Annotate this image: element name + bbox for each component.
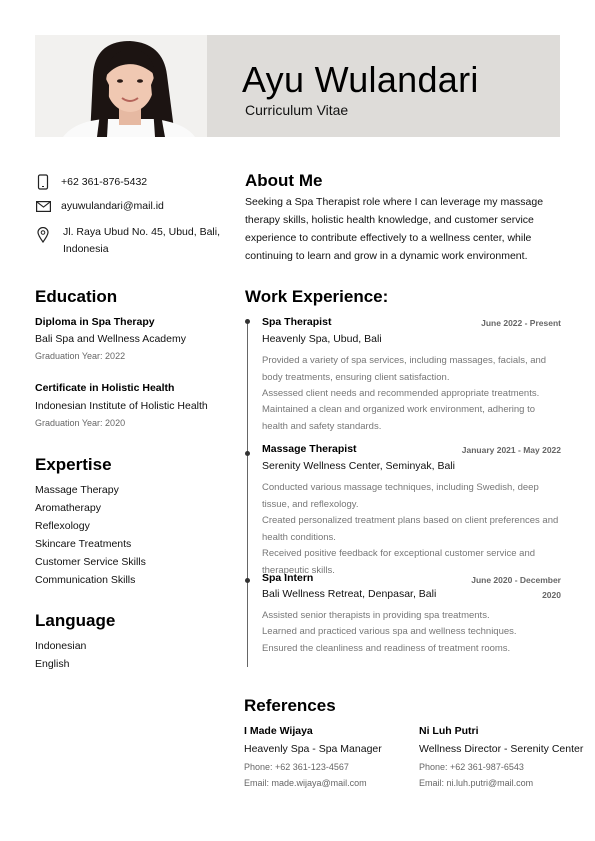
contact-address: [35, 224, 221, 258]
job-duty: Provided a variety of spa services, including massages, facials, and body treatments, ensuring client satisfaction.: [262, 355, 547, 383]
job-date: June 2022 - Present: [481, 318, 561, 328]
job-place: Bali Wellness Retreat, Denpasar, Bali: [262, 588, 437, 600]
job-place: Heavenly Spa, Ubud, Bali: [262, 333, 382, 345]
education-degree: Diploma in Spa Therapy: [35, 316, 155, 328]
job-place: Serenity Wellness Center, Seminyak, Bali: [262, 460, 455, 472]
expertise-item: Skincare Treatments: [35, 538, 132, 550]
references-heading: References: [244, 696, 336, 715]
language-item: English: [35, 658, 70, 670]
reference-name: Ni Luh Putri: [419, 725, 479, 737]
job-duty: Conducted various massage techniques, including Swedish, deep tissue, and reflexology.: [262, 482, 539, 510]
job-duty: Maintained a clean and organized work environment, adhering to health and safety standards.: [262, 404, 536, 432]
job-duty: Assisted senior therapists in providing spa treatments.: [262, 610, 490, 621]
job-date: January 2021 - May 2022: [461, 445, 561, 455]
profile-photo: [35, 35, 207, 137]
job-date: June 2020 - December 2020: [471, 575, 561, 600]
candidate-name: Ayu Wulandari: [242, 59, 479, 100]
job-title: Massage Therapist: [262, 443, 357, 455]
education-year: Graduation Year: 2022: [35, 351, 126, 361]
reference-name: I Made Wijaya: [244, 725, 313, 737]
address-text: Jl. Raya Ubud No. 45, Ubud, Bali, Indonesia: [63, 226, 220, 255]
education-school: Bali Spa and Wellness Academy: [35, 333, 186, 345]
reference-role: Wellness Director - Serenity Center: [419, 743, 584, 755]
contact-email: [35, 198, 164, 215]
education-year: Graduation Year: 2020: [35, 418, 126, 428]
reference-phone: Phone: +62 361-123-4567: [244, 762, 349, 772]
reference-email: Email: made.wijaya@mail.com: [244, 778, 367, 788]
timeline-line: [247, 320, 248, 667]
language-heading: Language: [35, 611, 116, 630]
job-title: Spa Therapist: [262, 316, 332, 328]
expertise-heading: Expertise: [35, 455, 112, 474]
job-title: Spa Intern: [262, 572, 314, 584]
job-duty: Ensured the cleanliness and readiness of treatment rooms.: [262, 643, 511, 654]
about-heading: About Me: [245, 171, 323, 190]
timeline-dot: [245, 578, 250, 583]
job-duty: Assessed client needs and recommended appropriate treatments.: [262, 388, 540, 399]
phone-icon: [35, 174, 51, 190]
timeline-dot: [245, 451, 250, 456]
reference-phone: Phone: +62 361-987-6543: [419, 762, 524, 772]
expertise-item: Aromatherapy: [35, 502, 101, 514]
expertise-item: Massage Therapy: [35, 484, 119, 496]
header-banner: [35, 35, 560, 137]
education-heading: Education: [35, 287, 118, 306]
job-duty: Created personalized treatment plans based on client preferences and health conditions.: [262, 515, 559, 543]
job-duty: Received positive feedback for exceptional customer service and therapeutic skills.: [262, 548, 536, 576]
education-school: Indonesian Institute of Holistic Health: [35, 400, 208, 412]
language-item: Indonesian: [35, 640, 87, 652]
timeline-dot: [245, 319, 250, 324]
expertise-item: Communication Skills: [35, 574, 136, 586]
location-pin-icon: [35, 227, 51, 243]
about-text: Seeking a Spa Therapist role where I can leverage my massage therapy skills, holistic health knowledge, and customer service experience to contribute effectively to a wellness center, while continuing to learn and grow in a dynamic work environment.: [245, 196, 544, 262]
email-text: ayuwulandari@mail.id: [61, 200, 164, 212]
document-subtitle: Curriculum Vitae: [245, 102, 349, 118]
mail-icon: [35, 198, 51, 214]
expertise-item: Reflexology: [35, 520, 90, 532]
reference-email: Email: ni.luh.putri@mail.com: [419, 778, 534, 788]
contact-phone: [35, 174, 147, 191]
job-duty: Learned and practiced various spa and wellness techniques.: [262, 626, 517, 637]
reference-role: Heavenly Spa - Spa Manager: [244, 743, 382, 755]
phone-text: +62 361-876-5432: [61, 176, 148, 188]
education-degree: Certificate in Holistic Health: [35, 382, 175, 394]
expertise-item: Customer Service Skills: [35, 556, 146, 568]
work-heading: Work Experience:: [245, 287, 389, 306]
